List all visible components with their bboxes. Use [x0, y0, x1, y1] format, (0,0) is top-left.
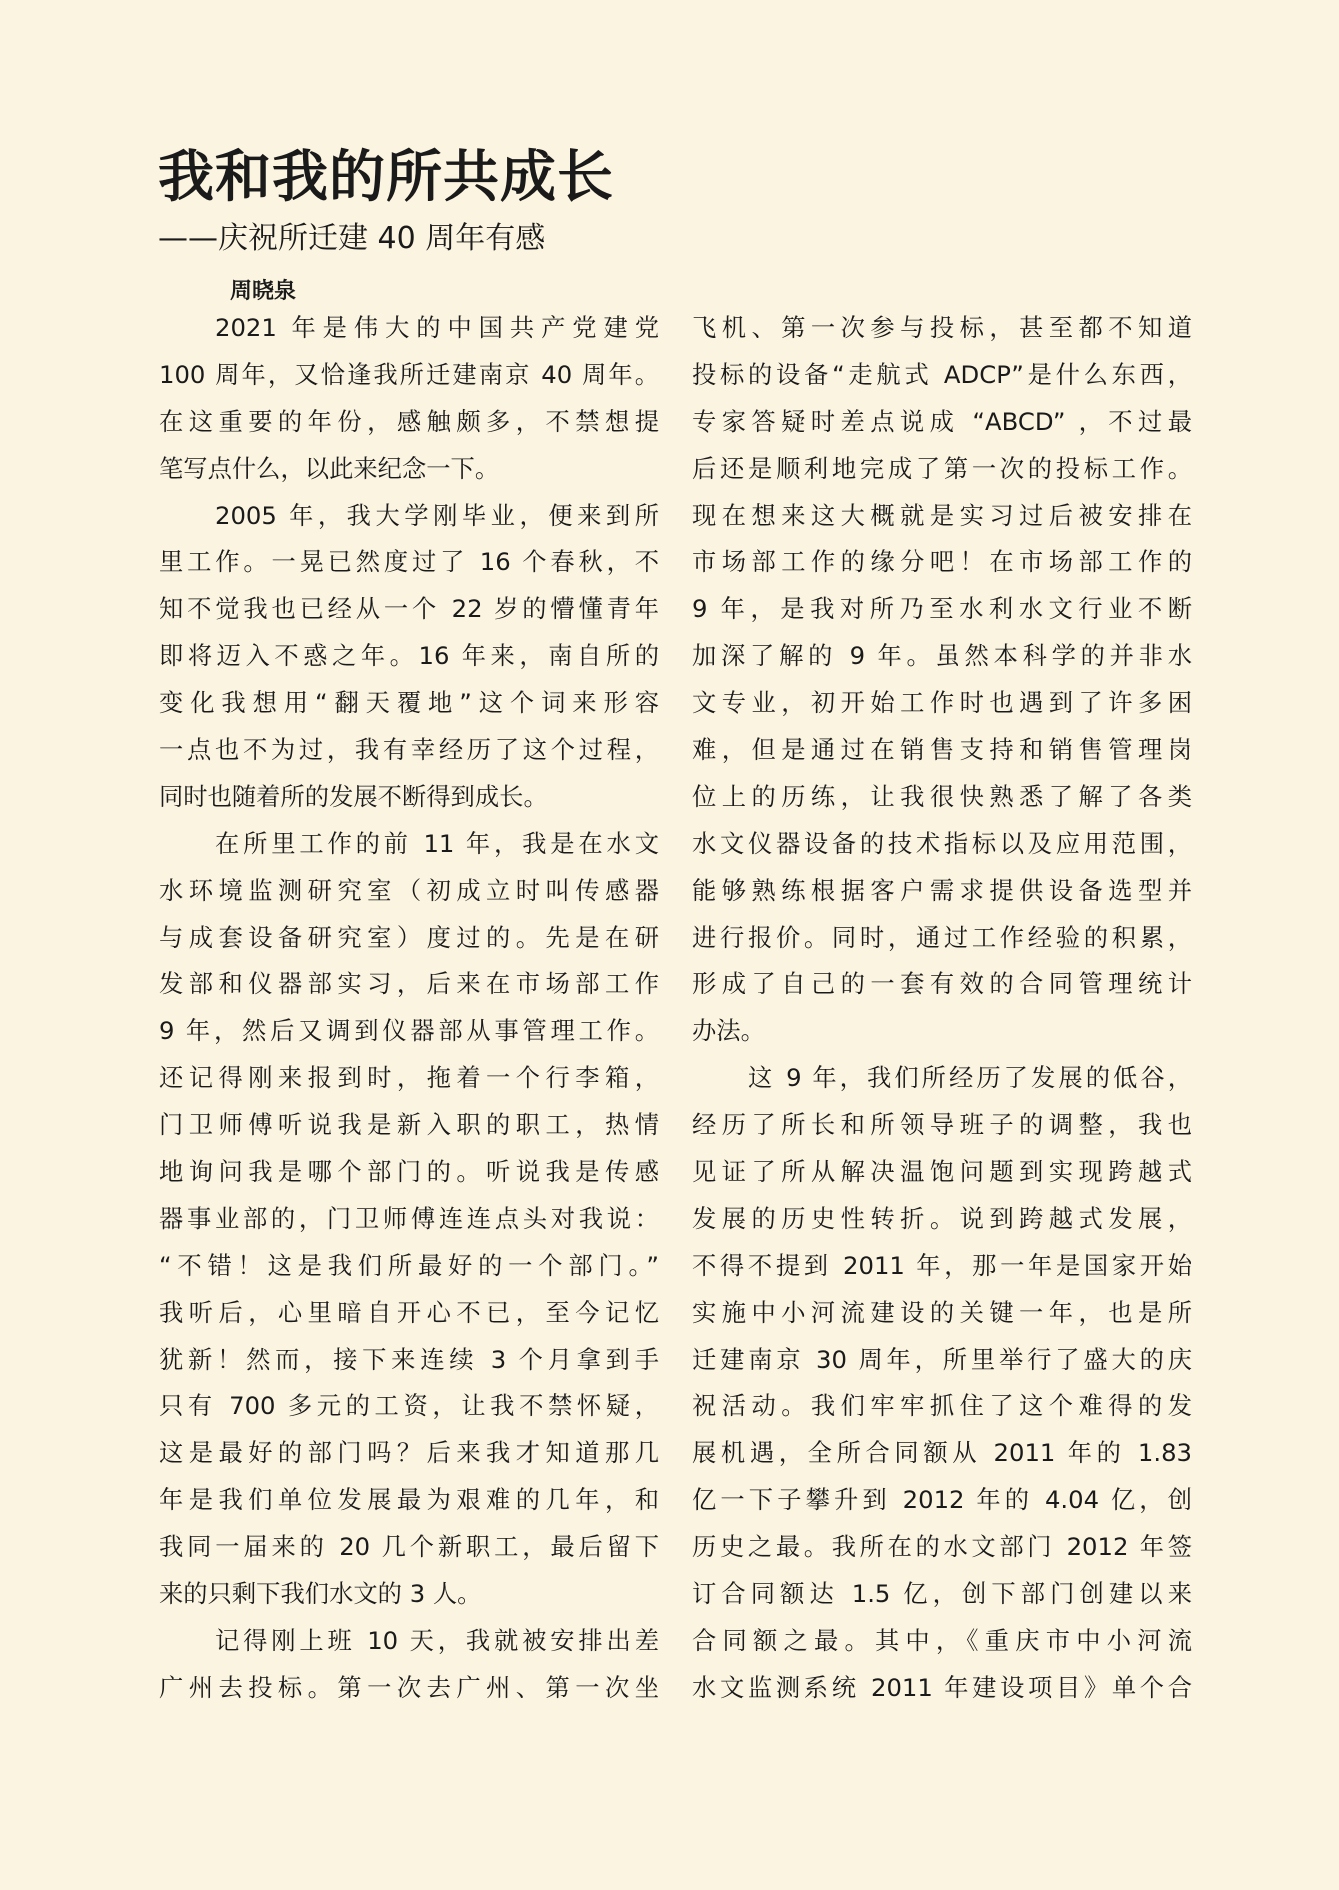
text-line: 水文仪器设备的技术指标以及应用范围，: [692, 828, 1192, 858]
article-subtitle: ——庆祝所迁建 40 周年有感: [158, 221, 546, 256]
text-line: 迁建南京 30 周年，所里举行了盛大的庆: [692, 1344, 1192, 1374]
text-line: 办法。: [692, 1016, 765, 1046]
text-line: 与成套设备研究室）度过的。先是在研: [159, 922, 659, 952]
text-line: 我同一届来的 20 几个新职工，最后留下: [159, 1532, 659, 1562]
text-line: 犹新！然而，接下来连续 3 个月拿到手: [159, 1344, 659, 1374]
text-line: 同时也随着所的发展不断得到成长。: [159, 781, 548, 811]
text-line: 形成了自己的一套有效的合同管理统计: [692, 969, 1192, 999]
text-line: 亿一下子攀升到 2012 年的 4.04 亿，创: [692, 1485, 1192, 1515]
text-line: 专家答疑时差点说成 “ABCD” ，不过最: [692, 406, 1192, 436]
text-line: 水环境监测研究室（初成立时叫传感器: [159, 875, 659, 905]
text-line: 不得不提到 2011 年，那一年是国家开始: [692, 1250, 1192, 1280]
text-line: 只有 700 多元的工资，让我不禁怀疑，: [159, 1391, 659, 1421]
text-line: 能够熟练根据客户需求提供设备选型并: [692, 875, 1192, 905]
left-column: [159, 305, 659, 1712]
text-line: 在这重要的年份，感触颇多，不禁想提: [159, 406, 659, 436]
text-line: 一点也不为过，我有幸经历了这个过程，: [159, 735, 659, 765]
author-name: 周晓泉: [230, 278, 297, 304]
text-line: 祝活动。我们牢牢抓住了这个难得的发: [692, 1391, 1192, 1421]
text-line: 年是我们单位发展最为艰难的几年，和: [159, 1485, 659, 1515]
text-line: 2005 年，我大学刚毕业，便来到所: [215, 500, 659, 530]
text-line: 实施中小河流建设的关键一年，也是所: [692, 1297, 1192, 1327]
text-line: 门卫师傅听说我是新入职的职工，热情: [159, 1110, 659, 1140]
text-line: 投标的设备“走航式 ADCP”是什么东西，: [692, 359, 1192, 389]
text-line: 9 年，然后又调到仪器部从事管理工作。: [159, 1016, 659, 1046]
text-line: 见证了所从解决温饱问题到实现跨越式: [692, 1157, 1192, 1187]
text-line: 在所里工作的前 11 年，我是在水文: [215, 828, 659, 858]
text-line: 发展的历史性转折。说到跨越式发展，: [692, 1203, 1192, 1233]
text-line: 变化我想用“翻天覆地”这个词来形容: [159, 688, 659, 718]
text-line: 100 周年，又恰逢我所迁建南京 40 周年。: [159, 359, 659, 389]
text-line: 加深了解的 9 年。虽然本科学的并非水: [692, 641, 1192, 671]
text-line: 2021 年是伟大的中国共产党建党: [215, 313, 659, 342]
text-line: 来的只剩下我们水文的 3 人。: [159, 1579, 482, 1609]
text-line: 经历了所长和所领导班子的调整，我也: [692, 1110, 1192, 1140]
article-title: 我和我的所共成长: [158, 144, 614, 210]
text-line: 展机遇，全所合同额从 2011 年的 1.83: [692, 1438, 1192, 1468]
text-line: 水文监测系统 2011 年建设项目》单个合: [692, 1672, 1192, 1702]
text-line: 里工作。一晃已然度过了 16 个春秋，不: [159, 547, 659, 577]
text-line: 现在想来这大概就是实习过后被安排在: [692, 500, 1192, 530]
text-line: 这是最好的部门吗？后来我才知道那几: [159, 1438, 659, 1468]
text-line: 发部和仪器部实习，后来在市场部工作: [159, 969, 659, 999]
text-line: 进行报价。同时，通过工作经验的积累，: [692, 922, 1192, 952]
text-line: 记得刚上班 10 天，我就被安排出差: [215, 1625, 659, 1655]
text-line: 还记得刚来报到时，拖着一个行李箱，: [159, 1063, 659, 1093]
text-line: 文专业，初开始工作时也遇到了许多困: [692, 688, 1192, 718]
text-line: 笔写点什么，以此来纪念一下。: [159, 453, 500, 483]
text-line: 合同额之最。其中，《重庆市中小河流: [692, 1625, 1192, 1655]
text-line: 市场部工作的缘分吧！在市场部工作的: [692, 547, 1192, 577]
text-line: 历史之最。我所在的水文部门 2012 年签: [692, 1532, 1192, 1562]
text-line: 飞机、第一次参与投标，甚至都不知道: [692, 313, 1192, 342]
right-column: [692, 305, 1192, 1712]
text-line: 器事业部的，门卫师傅连连点头对我说：: [159, 1203, 659, 1233]
text-line: 订合同额达 1.5 亿，创下部门创建以来: [692, 1579, 1192, 1609]
text-line: 难，但是通过在销售支持和销售管理岗: [692, 735, 1192, 765]
text-line: 地询问我是哪个部门的。听说我是传感: [159, 1157, 659, 1187]
text-line: 我听后，心里暗自开心不已，至今记忆: [159, 1297, 659, 1327]
text-line: 这 9 年，我们所经历了发展的低谷，: [748, 1063, 1192, 1093]
text-line: 9 年，是我对所乃至水利水文行业不断: [692, 594, 1192, 624]
text-line: 位上的历练，让我很快熟悉了解了各类: [692, 781, 1192, 811]
text-line: 广州去投标。第一次去广州、第一次坐: [159, 1672, 659, 1702]
text-line: 知不觉我也已经从一个 22 岁的懵懂青年: [159, 594, 659, 624]
text-line: “不错！这是我们所最好的一个部门。”: [159, 1250, 659, 1280]
text-line: 后还是顺利地完成了第一次的投标工作。: [692, 453, 1192, 483]
text-line: 即将迈入不惑之年。16 年来，南自所的: [159, 641, 659, 671]
